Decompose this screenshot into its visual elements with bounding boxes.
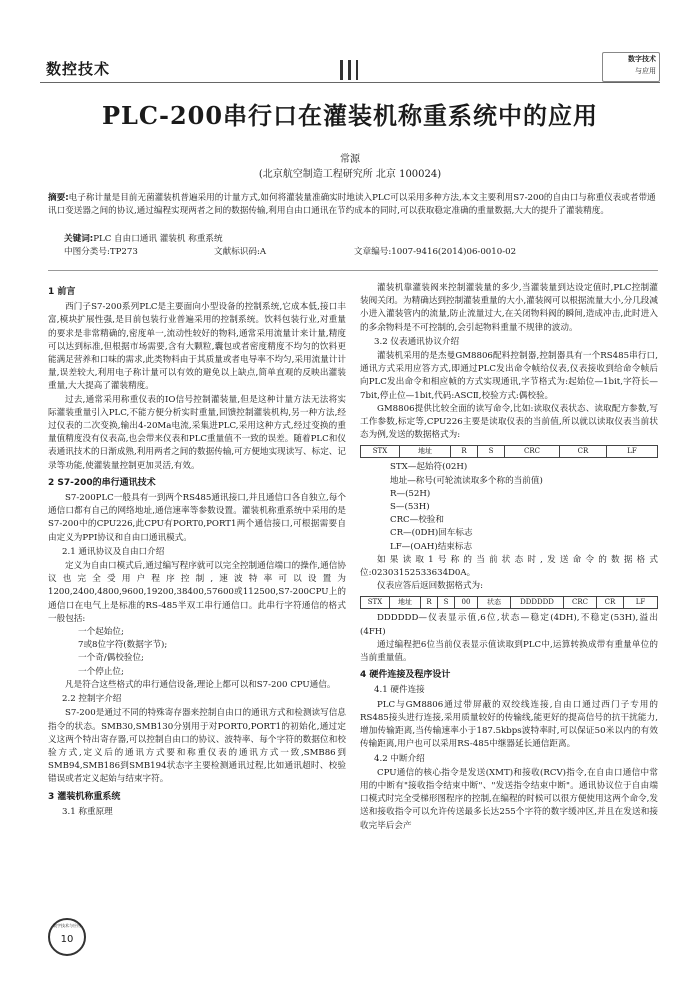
definition-line: S—(53H)	[390, 502, 430, 513]
paragraph: 灌装机靠灌装阀来控制灌装量的多少,当灌装量到达设定值时,PLC控制灌装阀关闭。为精确达到控制灌装重量的大小,灌装阀可以根据流量大小,分几段减小进入灌装管内的流量,防止流量过大,在关闭物料阀的瞬间,造成冲击,此时进入的多余物料是不可控制的,会引起物料重量不规律的波动。	[360, 283, 658, 333]
paragraph: S7-200是通过不同的特殊寄存器来控制自由口的通讯方式和检测读写信息指令的状态。SMB30,SMB130分别用于对PORT0,PORT1的初始化,通过定义这两个特出寄存器,可以控制自由口的协议、波特率、每个字符的数据位和校验方式,定义后的通讯方式要和称重仪表的通讯方式一致,SMB86到SMB94,SMB186到SMB194状态字主要检测通讯过程,比如通讯超时、校验错误或者定义起始与结束字符。	[48, 708, 346, 785]
badge-ring-text: 数字技术与应用	[53, 923, 81, 928]
paragraph: 定义为自由口模式后,通过编写程序就可以完全控制通信端口的操作,通信协议也完全受用户程序控制,速波特率可以设置为1200,2400,4800,9600,19200,38400,57600或112500,S7-200CPU上的通信口在电气上是标准的RS-485半双工串行通信口。此串行字符通信的格式一般包括:	[48, 561, 346, 624]
frame-cell: STX	[361, 446, 400, 457]
section-heading: 1 前言	[48, 287, 76, 297]
format-item: 一个停止位;	[78, 666, 124, 677]
keywords-text: PLC 自由口通讯 灌装机 称重系统	[93, 234, 223, 244]
definition-line: CRC—校验和	[390, 515, 444, 526]
definition-line: 地址—称号(可轮流读取多个称的当前值)	[390, 475, 543, 486]
author: 常源	[340, 154, 360, 165]
frame-cell: 地址	[390, 597, 421, 608]
section-heading: 4 硬件连接及程序设计	[360, 670, 451, 681]
paragraph: DDDDDD—仪表显示值,6位,状态—稳定(4DH),不稳定(53H),溢出(4FH)	[360, 613, 658, 637]
frame-cell: R	[421, 597, 438, 608]
section-heading: 2 S7-200的串行通讯技术	[48, 477, 156, 488]
frame-cell: S	[438, 597, 455, 608]
frame-cell: 00	[455, 597, 478, 608]
subsection-heading: 3.2 仪表通讯协议介绍	[374, 336, 460, 347]
logo-text-bottom: 与应用	[635, 67, 656, 75]
right-column	[360, 282, 658, 833]
send-frame-table	[360, 445, 658, 458]
clc-number: 中图分类号:TP273	[64, 247, 138, 257]
paragraph: CPU通信的核心指令是发送(XMT)和接收(RCV)指令,在自由口通信中常用的中断有"接收指令结束中断"、"发送指令结束中断"。通讯协议位于自由端口模式时完全受梯形图程序的控制,在编程的时候可以很方便使用这两个命令,发送和接收指令可以允许传送最多长达255个字符的数字缓冲区,并且在发送和接收完毕后会产	[360, 767, 658, 831]
page-number-badge	[48, 918, 86, 956]
abstract-text: 电子称计量是目前无菌灌装机普遍采用的计量方式,如何将灌装量准确实时地读入PLC可以采用多种方法,本文主要利用S7-200的自由口与称重仪表或者带通讯口变送器之间的协议,通过编程实现两者之间的数据传输,利用自由口通讯在节约成本的同时,可以获取稳定准确的重量数据,大大的提升了灌装精度。	[48, 193, 656, 216]
keywords	[64, 232, 223, 244]
frame-cell: CR	[597, 597, 624, 608]
frame-cell: 状态	[478, 597, 511, 608]
frame-cell: R	[451, 446, 478, 457]
paragraph: 通过编程把6位当前仪表显示值读取到PLC中,运算转换成带有重量单位的当前重量值。	[360, 639, 658, 664]
definition-line: STX—起始符(02H)	[390, 462, 468, 473]
frame-cell: CR	[560, 446, 607, 457]
frame-cell: CRC	[564, 597, 597, 608]
definition-line: R—(52H)	[390, 488, 431, 499]
subsection-heading: 4.1 硬件连接	[374, 685, 425, 696]
frame-cell: LF	[635, 598, 646, 607]
subsection-heading: 2.1 通讯协议及自由口介绍	[62, 546, 165, 557]
article-title: PLC-200串行口在灌装机称重系统中的应用	[101, 101, 599, 130]
abstract-label: 摘要:	[48, 193, 69, 203]
page-number: 10	[60, 934, 74, 945]
paragraph: PLC与GM8806通过带屏蔽的双绞线连接,自由口通过西门子专用的RS485接头进行连接,采用质量较好的传输线,能更好的提高信号的抗干扰能力,增加传输距离,当传输速率小于187.5kbps波特率时,可以保证50米以内的有效传输距离,用户也可以采用RS-485中继器延长通信距离。	[360, 699, 658, 750]
paragraph: S7-200PLC一般具有一到两个RS485通讯接口,并且通信口各自独立,每个通信口都有自己的网络地址,通信速率等参数设置。灌装机称重系统中采用的是S7-200中的CPU226,此CPU有PORT0,PORT1两个通信接口,可根据需要自由定义为PPI协议和自由口通讯模式。	[48, 493, 346, 543]
paragraph: GM8806提供比较全面的读写命令,比如:读取仪表状态、读取配方参数,写工作参数,标定等,CPU226主要是读取仪表的当前值,所以就以读取仪表当前状态为例,发送的数据格式为:	[360, 403, 658, 441]
frame-cell: STX	[361, 597, 390, 608]
logo-text-top: 数字技术	[628, 55, 656, 63]
subsection-heading: 3.1 称重原理	[62, 806, 113, 817]
paragraph: 西门子S7-200系列PLC是主要面向小型设备的控制系统,它成本低,接口丰富,模块扩展性强,是目前包装行业普遍采用的控制系统。饮料包装行业,对重量的要求是非常精确的,密度单一,流动性较好的物料,通常采用流量计来计量,精度可以达到标准,但根据市场需要,含有大颗粒,囊包或者密度精度不均匀的饮料更能满足营养和口味的需求,此类物料由于其质量或者电导率不均匀,采用流量计计量,误差较大,利用电子称计量可以有效的避免以上缺点,简单直观的反映出灌装重量,大大提高了灌装精度。	[48, 302, 346, 392]
frame-cell: 地址	[400, 446, 451, 457]
definition-line: LF—(OAH)结束标志	[390, 541, 473, 552]
format-item: 一个起始位;	[78, 627, 124, 638]
journal-logo	[604, 52, 660, 82]
article-number: 文章编号:1007-9416(2014)06-0010-02	[354, 247, 517, 257]
subsection-heading: 2.2 控制字介绍	[62, 694, 122, 705]
document-code: 文献标识码:A	[214, 247, 267, 257]
paragraph: 灌装机采用的是杰曼GM8806配料控制器,控制器具有一个RS485串行口,通讯方式采用应答方式,即通过PLC发出命令帧给仪表,仪表接收到给命令帧后向PLC发出命令和相应帧的方式实现通讯,字节格式为:起始位—1bit,字符长—7bit,停止位—1bit,代码:ASCⅡ,校验方式:偶校验。	[360, 351, 658, 401]
paragraph: 如果读取1号称的当前状态时,发送命令的数据格式位:02303152533634D0A。	[360, 554, 658, 579]
format-item: 一个奇/偶校验位;	[78, 653, 144, 664]
frame-cell: S	[478, 446, 505, 457]
left-column	[48, 282, 346, 820]
section-heading: 3 灌装机称重系统	[48, 791, 121, 802]
paragraph: 仪表应答后返回数据格式为:	[377, 581, 484, 592]
header-rule	[40, 82, 660, 83]
affiliation: (北京航空制造工程研究所 北京 100024)	[258, 169, 442, 180]
format-item: 7或8位字符(数据字节);	[78, 640, 168, 651]
reply-frame-table	[360, 596, 658, 609]
abstract	[48, 192, 658, 218]
abstract-rule	[48, 270, 658, 271]
paragraph: 凡是符合这些格式的串行通信设备,理论上都可以和S7-200 CPU通信。	[65, 679, 336, 690]
section-title: 数控技术	[46, 60, 111, 78]
header-decoration	[340, 60, 362, 80]
definition-line: CR—(0DH)回车标志	[390, 528, 473, 539]
frame-cell: LF	[627, 447, 637, 456]
frame-cell: CRC	[505, 446, 560, 457]
page-header	[40, 55, 660, 84]
keywords-label: 关键词:	[64, 234, 94, 244]
paragraph: 过去,通常采用称重仪表的IO信号控制灌装量,但是这种计量方法无法将实际灌装重量引入PLC,不能方便分析实时重量,回馈控制灌装机构,另一种方法,经过仪表的二次变换,输出4-20Ma电流,采集进PLC,采用这种方式,经过变换的重量值精度没有仪表高,也会带来仪表和PLC重量值不一致的误差。随着PLC和仪表通讯技术的日渐成熟,利用两者之间的数据传输,可方便地实现读写、标定、记录等功能,使灌装量控制更加灵活,有效。	[48, 394, 346, 471]
subsection-heading: 4.2 中断介绍	[374, 753, 425, 764]
frame-cell: DDDDDD	[511, 597, 564, 608]
